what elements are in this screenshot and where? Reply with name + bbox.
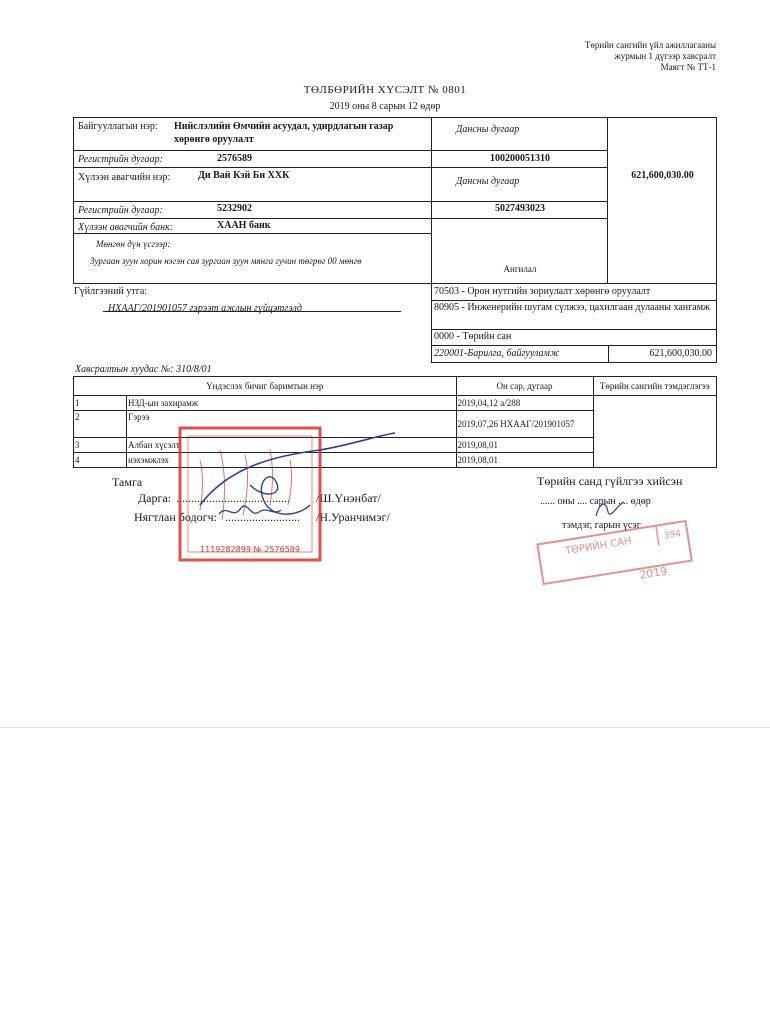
- table-header-doc-name: Үндэслэх бичиг баримтын нэр: [74, 377, 457, 396]
- accountant-label: Нягтлан бодогч:: [134, 510, 217, 524]
- classification-last-code: 220001-Барилга, байгууламж: [434, 348, 560, 359]
- amount-main: 621,600,030.00: [631, 170, 694, 181]
- receiver-reg-value: 5232902: [217, 203, 252, 214]
- row-doc-name: Гэрээ: [127, 411, 457, 438]
- row-number: 1: [74, 396, 127, 411]
- receiver-name-value: Ди Вай Кэй Би ХХК: [198, 170, 290, 181]
- receiver-name-label: Хүлээн авагчийн нэр:: [78, 172, 171, 183]
- classification-1: 70503 - Орон нутгийн зориулалт хөрөнгө оруулалт: [434, 286, 651, 297]
- row-doc-name: Албан хүсэлт: [127, 438, 457, 453]
- scan-artifact-line: [0, 727, 770, 728]
- row-doc-name: нэхэмжлэх: [127, 453, 457, 468]
- treasury-seal-line: тэмдэг, гарын үсэг: [562, 520, 641, 531]
- receiver-reg-label: Регистрийн дугаар:: [78, 205, 163, 216]
- director-name: /Ш.Үнэнбат/: [316, 491, 381, 505]
- org-label: Байгууллагын нэр:: [78, 121, 158, 132]
- header-note-line2: журмын 1 дүгээр хавсралт: [614, 51, 716, 61]
- table-header-treasury-note: Төрийн сангийн тэмдэглэгээ: [593, 377, 717, 396]
- row-date: 2019,07,26 НХААГ/201901057: [456, 411, 593, 438]
- document-date: 2019 оны 8 сарын 12 өдөр: [329, 101, 441, 112]
- receiver-account-label: Дансны дугаар: [456, 176, 520, 187]
- payer-reg-label: Регистрийн дугаар:: [78, 154, 163, 165]
- payer-account-value: 100200051310: [490, 153, 550, 164]
- treasury-stamp-number: 394: [663, 528, 682, 542]
- table-header-date: Он сар, дугаар: [456, 377, 593, 396]
- table-row: [74, 396, 717, 411]
- stamp-label: Тамга: [112, 475, 143, 489]
- document-title: ТӨЛБӨРИЙН ХҮСЭЛТ № 0801: [303, 84, 467, 96]
- accountant-signature: [215, 498, 285, 524]
- classification-label: Ангилал: [503, 264, 537, 274]
- stamp-number-text: 1119282899 № 2576589: [200, 545, 300, 554]
- row-doc-name: НЗД-ын захирамж: [127, 396, 457, 411]
- receiver-account-value: 5027493023: [495, 203, 545, 214]
- row-date: 2019,04,12 а/288: [456, 396, 593, 411]
- receiver-bank-value: ХААН банк: [217, 220, 271, 231]
- row-number: 3: [74, 438, 127, 453]
- director-dots: ......................................: [176, 491, 290, 505]
- receiver-bank-label: Хүлээн авагчийн банк:: [78, 222, 174, 233]
- classification-2: 80905 - Инженерийн шугам сүлжээ, цахилгаан дулааны хангамж: [434, 302, 710, 313]
- treasury-stamp: [530, 520, 705, 590]
- attachment-label: Хавсралтын хуудас №: 310/8/01: [75, 364, 212, 375]
- header-note-line1: Төрийн сангийн үйл ажиллагааны: [584, 40, 716, 50]
- header-note-line3: Маягт № ТТ-1: [660, 62, 716, 72]
- purpose-value: НХААГ/201901057 гэрээт ажлын гүйцэтгэлд: [108, 303, 302, 314]
- classification-last-amount: 621,600,030.00: [649, 348, 712, 359]
- amount-words: Зургаан зуун хорин нэгэн сая зургаан зуун мянга гучин төгрөг 00 мөнгө: [90, 256, 362, 266]
- treasury-stamp-year: 2019: [638, 564, 669, 582]
- treasury-stamp-title: ТӨРИЙН САН: [564, 535, 633, 558]
- accountant-dots: .........................: [225, 510, 300, 524]
- row-treasury-note: [593, 396, 717, 468]
- payer-reg-value: 2576589: [217, 153, 252, 164]
- treasury-date-line: ...... оны .... сарын .... өдөр: [540, 496, 651, 507]
- row-number: 4: [74, 453, 127, 468]
- purpose-label: Гүйлгээний утга:: [74, 286, 148, 297]
- accountant-name: /Н.Уранчимэг/: [316, 510, 390, 524]
- treasury-signature: [590, 496, 630, 522]
- row-date: 2019,08,01: [456, 438, 593, 453]
- row-number: 2: [74, 411, 127, 438]
- amount-words-label: Мөнгөн дүн үсгээр:: [96, 239, 171, 249]
- director-label: Дарга:: [138, 491, 172, 505]
- row-date: 2019,08,01: [456, 453, 593, 468]
- classification-3: 0000 - Төрийн сан: [434, 331, 512, 342]
- org-value: Нийслэлийн Өмчийн асуудал, удирдлагын газар хөрөнгө оруулалт: [174, 121, 394, 145]
- header-note: [585, 40, 716, 73]
- treasury-title: Төрийн санд гүйлгээ хийсэн: [537, 474, 683, 488]
- payer-account-label: Дансны дугаар: [456, 124, 520, 135]
